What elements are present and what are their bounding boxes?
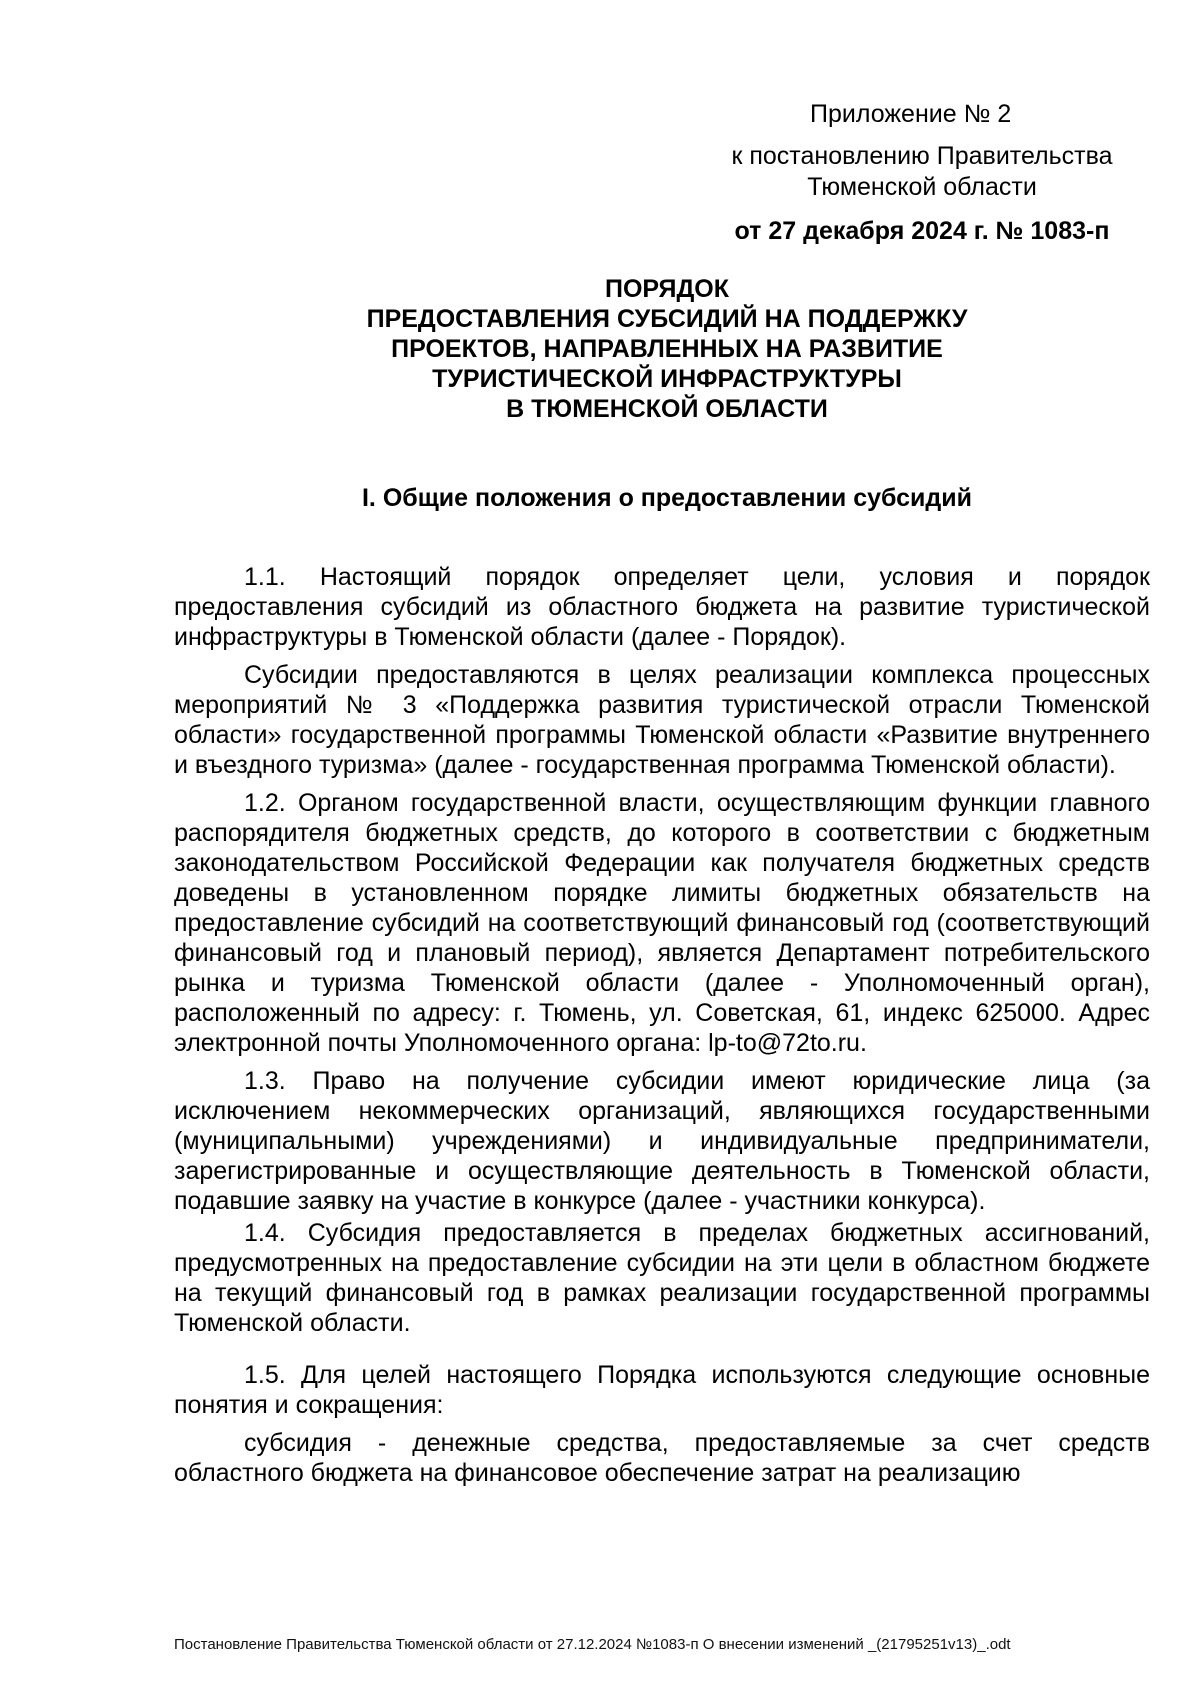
paragraph: 1.4. Субсидия предоставляется в пределах бюджетных ассигнований, предусмотренных на предоставление субсидии на эти цели в областном бюджете на текущий финансовый год в рамках реализации государственной программы Тюменской области. (174, 1219, 1150, 1337)
document-body (174, 562, 1150, 1488)
decree-date: от 27 декабря 2024 г. № 1083-п (734, 217, 1110, 245)
appendix-label: Приложение № 2 (810, 100, 1012, 128)
page-footer: Постановление Правительства Тюменской области от 27.12.2024 №1083-п О внесении изменений _(21795251v13)_.odt (174, 1636, 1011, 1653)
decree-reference-line2: Тюменской области (807, 173, 1037, 201)
title-line: ПРЕДОСТАВЛЕНИЯ СУБСИДИЙ НА ПОДДЕРЖКУ (366, 305, 968, 333)
paragraph: 1.2. Органом государственной власти, осуществляющим функции главного распорядителя бюджетных средств, до которого в соответствии с бюджетным законодательством Российской Федерации как получателя бюджетных средств доведены в установленном порядке лимиты бюджетных обязательств на предоставление субсидий на соответствующий финансовый год (соответствующий финансовый год и плановый период), является Департамент потребительского рынка и туризма Тюменской области (далее - Уполномоченный орган), расположенный по адресу: г. Тюмень, ул. Советская, 61, индекс 625000. Адрес электронной почты Уполномоченного органа: lp-to@72to.ru. (174, 789, 1150, 1057)
paragraph: Субсидии предоставляются в целях реализации комплекса процессных мероприятий № 3 «Поддержка развития туристической отрасли Тюменской области» государственной программы Тюменской области «Развитие внутреннего и въездного туризма» (далее - государственная программа Тюменской области). (174, 661, 1150, 779)
paragraph: 1.1. Настоящий порядок определяет цели, условия и порядок предоставления субсидий из областного бюджета на развитие туристической инфраструктуры в Тюменской области (далее - Порядок). (174, 563, 1150, 651)
decree-reference-line1: к постановлению Правительства (731, 142, 1113, 170)
section-heading: I. Общие положения о предоставлении субсидий (361, 484, 972, 512)
document-title (174, 274, 1160, 424)
title-line: В ТЮМЕНСКОЙ ОБЛАСТИ (506, 395, 828, 423)
paragraph: 1.3. Право на получение субсидии имеют юридические лица (за исключением некоммерческих организаций, являющихся государственными (муниципальными) учреждениями) и индивидуальные предприниматели, зарегистрированные и осуществляющие деятельность в Тюменской области, подавшие заявку на участие в конкурсе (далее - участники конкурса). (174, 1067, 1150, 1215)
paragraph: субсидия - денежные средства, предоставляемые за счет средств областного бюджета на финансовое обеспечение затрат на реализацию (174, 1429, 1150, 1487)
title-line: ПОРЯДОК (605, 275, 729, 303)
title-line: ТУРИСТИЧЕСКОЙ ИНФРАСТРУКТУРЫ (432, 365, 902, 393)
paragraph: 1.5. Для целей настоящего Порядка используются следующие основные понятия и сокращения: (174, 1361, 1150, 1419)
title-line: ПРОЕКТОВ, НАПРАВЛЕННЫХ НА РАЗВИТИЕ (391, 335, 943, 363)
